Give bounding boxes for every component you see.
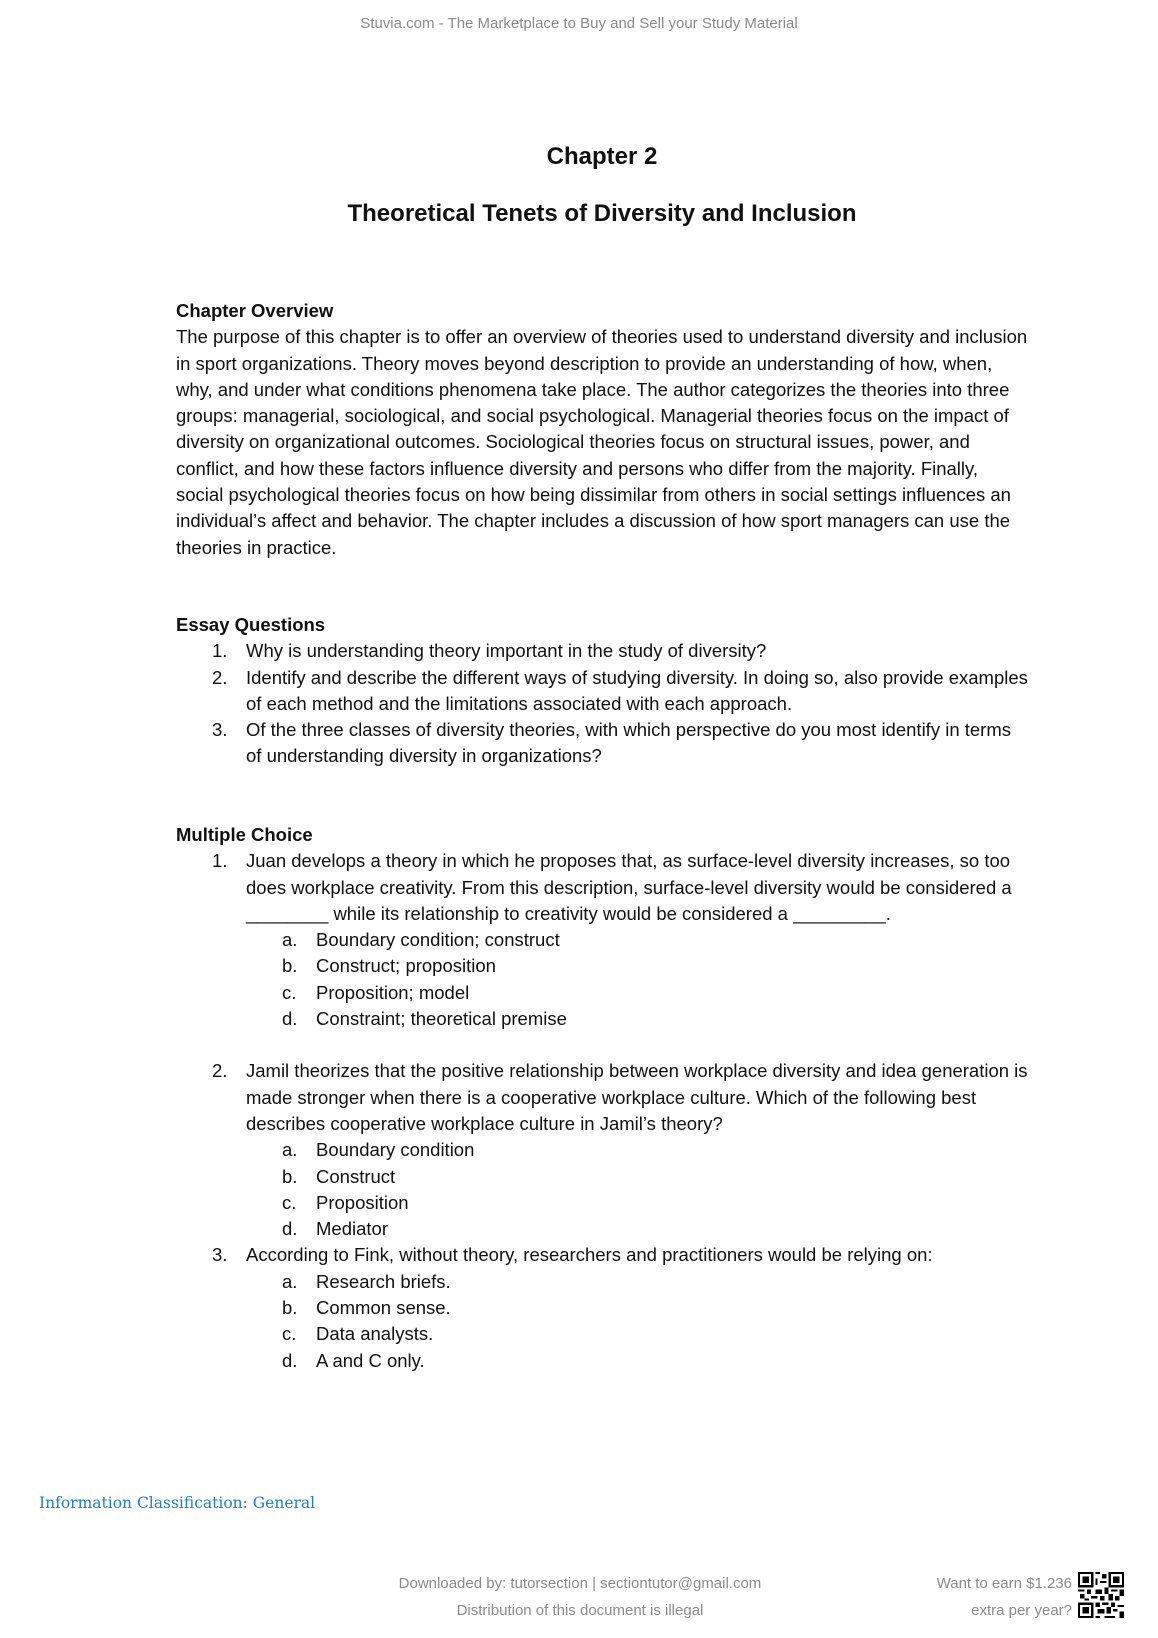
question-number: 1. <box>212 850 228 872</box>
question-text: Why is understanding theory important in the study of diversity? <box>246 640 767 662</box>
option-letter: d. <box>282 1349 298 1371</box>
essay-questions-section <box>176 612 1028 770</box>
question-number: 1. <box>212 640 228 662</box>
option-letter: b. <box>282 1297 298 1319</box>
multiple-choice-section <box>176 822 1028 1374</box>
option-text: Construct <box>316 1165 396 1187</box>
answer-option <box>176 980 1028 1006</box>
answer-option <box>176 1190 1028 1216</box>
answer-option <box>176 1216 1028 1242</box>
question-text: Juan develops a theory in which he proposes that, as surface-level diversity increases, so too does workplace creativity. From this description, surface-level diversity would be considered a ________ while its relationship to creativity would be considered a _________. <box>246 850 1012 924</box>
option-text: Common sense. <box>316 1297 451 1319</box>
answer-option <box>176 1295 1028 1321</box>
qr-code-icon[interactable] <box>1078 1572 1124 1618</box>
essay-questions-heading: Essay Questions <box>176 614 326 635</box>
answer-option <box>176 1269 1028 1295</box>
option-letter: a. <box>282 1139 298 1161</box>
answer-option <box>176 1137 1028 1163</box>
option-text: Constraint; theoretical premise <box>316 1008 567 1030</box>
question-number: 3. <box>212 1244 228 1266</box>
option-text: Research briefs. <box>316 1270 451 1292</box>
answer-option <box>176 1348 1028 1374</box>
option-text: A and C only. <box>316 1349 425 1371</box>
option-letter: b. <box>282 1165 298 1187</box>
question-text: According to Fink, without theory, researchers and practitioners would be relying on: <box>246 1244 933 1266</box>
essay-question <box>176 665 1028 718</box>
answer-option <box>176 1164 1028 1190</box>
distribution-notice: Distribution of this document is illegal <box>456 1602 704 1619</box>
multiple-choice-heading: Multiple Choice <box>176 824 313 845</box>
download-footer <box>350 1570 810 1624</box>
option-list <box>246 1137 1028 1242</box>
information-classification-label: Information Classification: General <box>39 1494 316 1512</box>
chapter-overview-section <box>176 298 1028 561</box>
answer-option <box>176 1321 1028 1347</box>
chapter-overview-heading: Chapter Overview <box>176 300 334 321</box>
promo-line-2: extra per year? <box>971 1602 1072 1619</box>
question-number: 2. <box>212 666 228 688</box>
option-text: Mediator <box>316 1218 388 1240</box>
option-letter: a. <box>282 929 298 951</box>
mc-question <box>176 1058 1028 1242</box>
question-number: 2. <box>212 1060 228 1082</box>
question-text: Of the three classes of diversity theories, with which perspective do you most identify in terms of understanding diversity in organizations? <box>246 719 1011 767</box>
option-letter: d. <box>282 1008 298 1030</box>
option-text: Proposition; model <box>316 981 470 1003</box>
answer-option <box>176 927 1028 953</box>
option-letter: c. <box>282 981 297 1003</box>
question-text: Jamil theorizes that the positive relationship between workplace diversity and idea generation is made stronger when there is a cooperative workplace culture. Which of the following best describes cooperative workplace culture in Jamil’s theory? <box>246 1060 1028 1134</box>
option-text: Data analysts. <box>316 1323 434 1345</box>
option-list <box>246 1269 1028 1374</box>
option-letter: d. <box>282 1218 298 1240</box>
chapter-overview-body: The purpose of this chapter is to offer an overview of theories used to understand diversity and inclusion in sport organizations. Theory moves beyond description to provide an understanding of how, when, why, and under what conditions phenomena take place. The author categorizes the theories into three groups: managerial, sociological, and social psychological. Managerial theories focus on the impact of diversity on organizational outcomes. Sociological theories focus on structural issues, power, and conflict, and how these factors influence diversity and persons who differ from the majority. Finally, social psychological theories focus on how being dissimilar from others in social settings influences an individual’s affect and behavior. The chapter includes a discussion of how sport managers can use the theories in practice. <box>176 326 1028 558</box>
option-text: Boundary condition; construct <box>316 929 560 951</box>
option-letter: c. <box>282 1323 297 1345</box>
essay-question <box>176 717 1028 770</box>
chapter-number: Chapter 2 <box>546 143 658 170</box>
option-text: Proposition <box>316 1191 409 1213</box>
question-number: 3. <box>212 719 228 741</box>
essay-question <box>176 638 1028 664</box>
question-text: Identify and describe the different ways of studying diversity. In doing so, also provide examples of each method and the limitations associated with each approach. <box>246 666 1028 714</box>
earn-promo[interactable] <box>937 1570 1072 1624</box>
multiple-choice-list <box>176 848 1028 1374</box>
option-text: Boundary condition <box>316 1139 475 1161</box>
option-list <box>246 927 1028 1032</box>
stuvia-watermark-header: Stuvia.com - The Marketplace to Buy and Sell your Study Material <box>360 15 798 32</box>
option-letter: b. <box>282 955 298 977</box>
option-letter: c. <box>282 1191 297 1213</box>
answer-option <box>176 953 1028 979</box>
essay-question-list <box>176 638 1028 769</box>
chapter-title: Theoretical Tenets of Diversity and Inclusion <box>347 200 857 227</box>
answer-option <box>176 1006 1028 1032</box>
option-letter: a. <box>282 1270 298 1292</box>
promo-line-1: Want to earn $1.236 <box>936 1575 1072 1592</box>
mc-question <box>176 1242 1028 1373</box>
option-text: Construct; proposition <box>316 955 496 977</box>
mc-question <box>176 848 1028 1058</box>
downloaded-by-text: Downloaded by: tutorsection | sectiontutor@gmail.com <box>398 1575 762 1592</box>
question-spacer <box>246 1032 1028 1058</box>
